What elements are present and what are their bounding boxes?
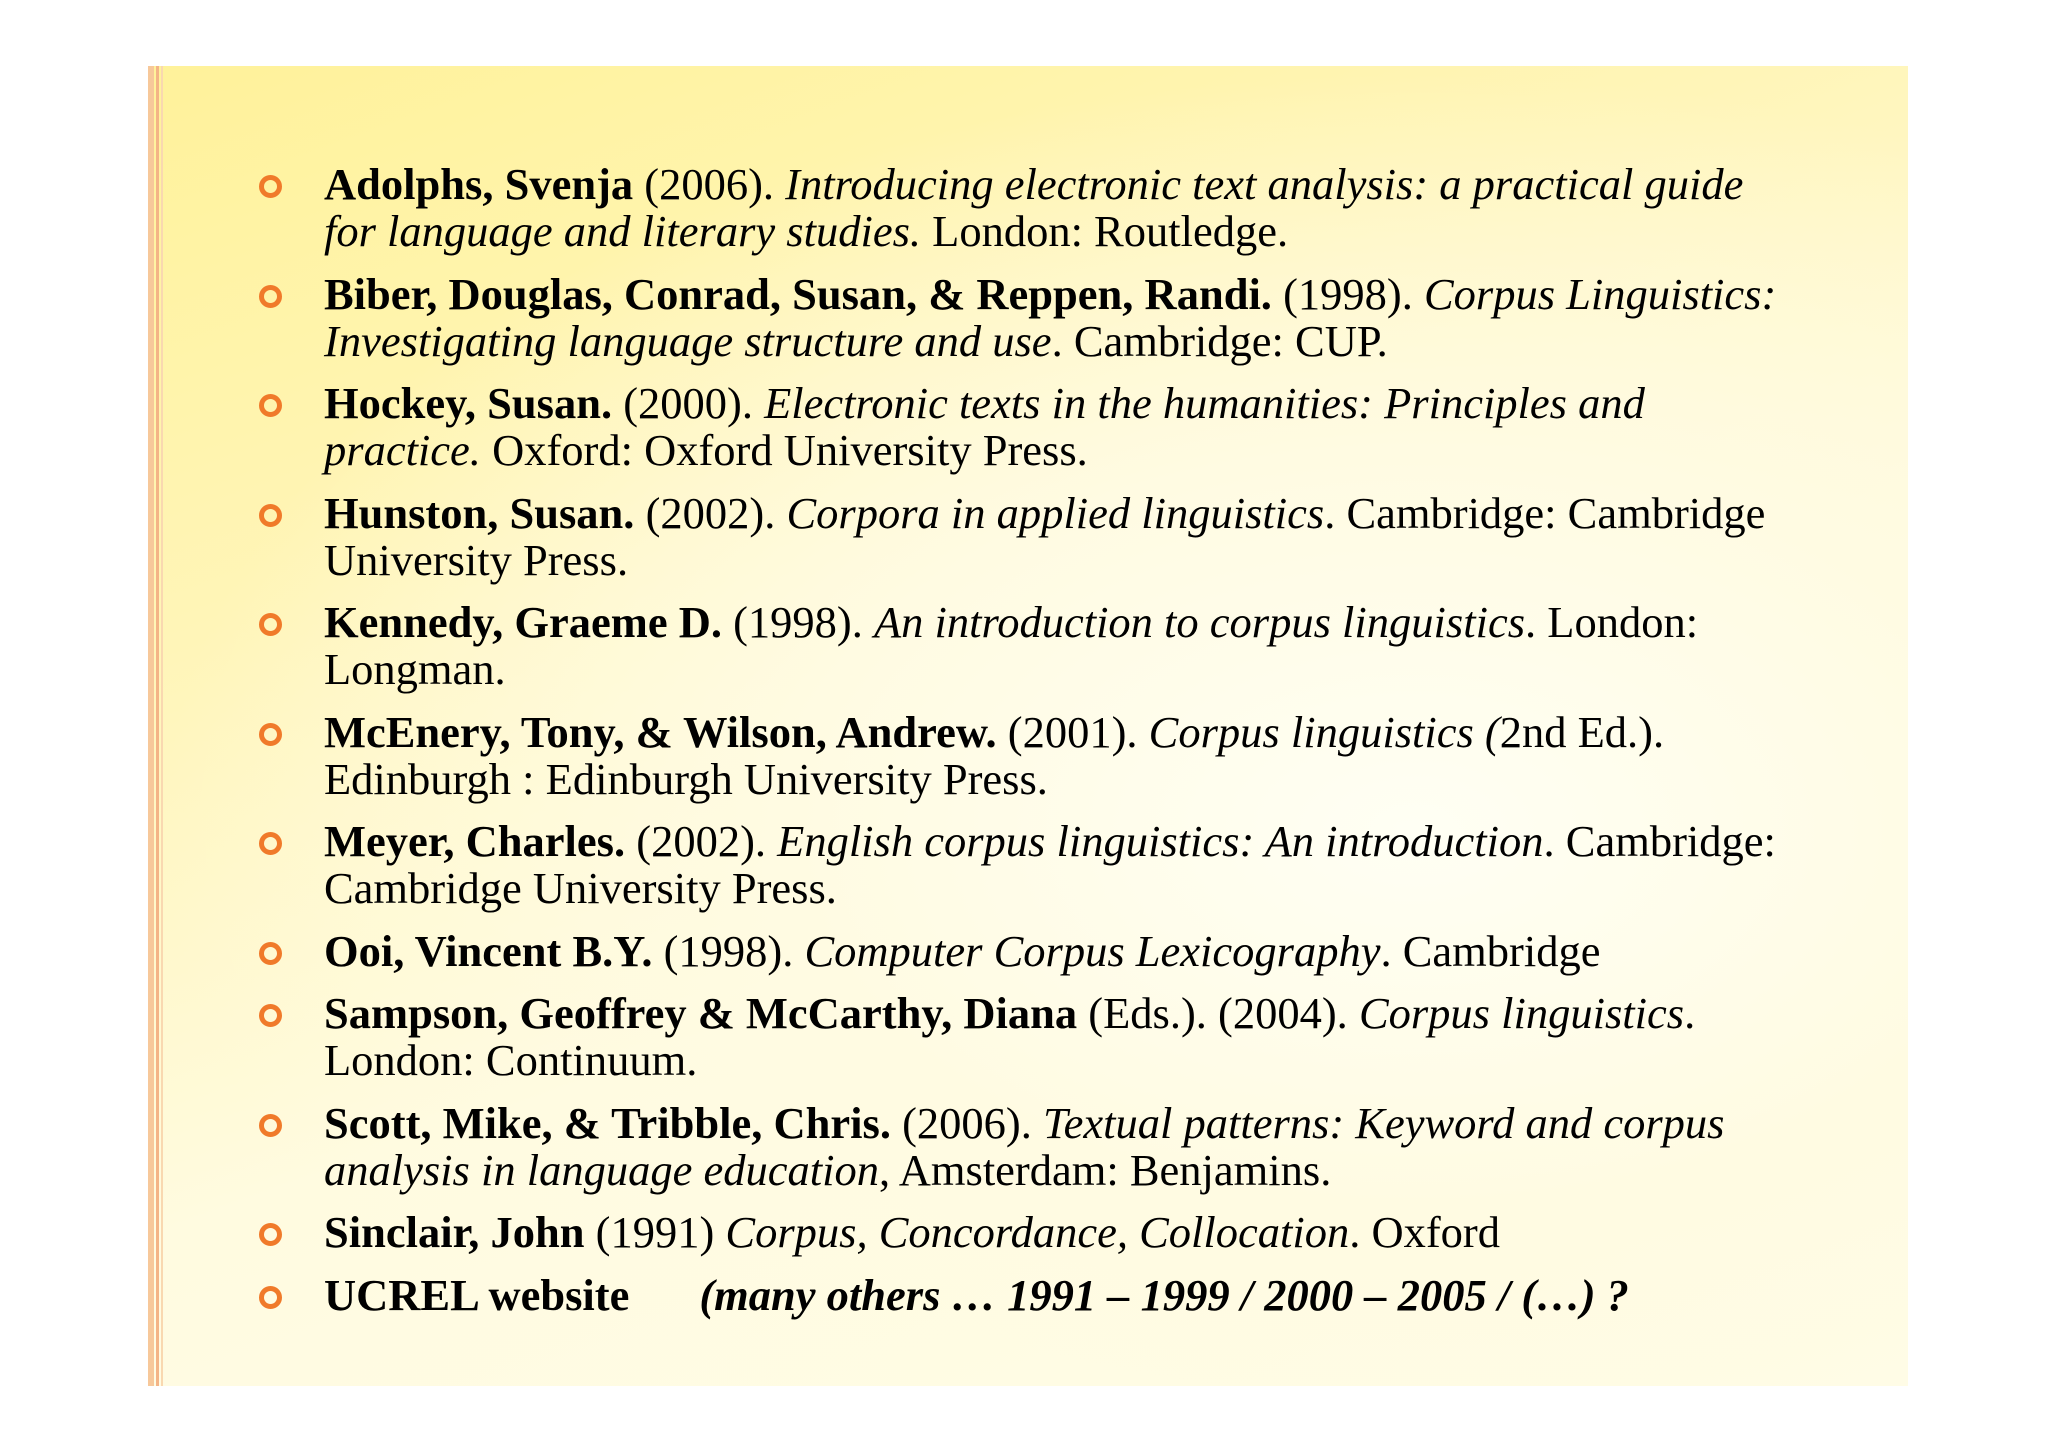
list-item xyxy=(148,1097,1908,1195)
reference-publisher: , Amsterdam: Benjamins. xyxy=(878,1144,1332,1195)
reference-year: (2002). xyxy=(625,816,778,866)
list-item xyxy=(148,925,1908,976)
bullet-icon xyxy=(259,1286,282,1309)
reference-author: Hockey, Susan. xyxy=(324,378,613,428)
bullet-icon xyxy=(259,1004,282,1027)
bullet-icon xyxy=(259,1223,282,1246)
reference-title: Corpus Linguistics: Investigating language structure and use xyxy=(324,268,1777,366)
reference-author: McEnery, Tony, & Wilson, Andrew. xyxy=(324,706,997,757)
reference-year: (Eds.). (2004). xyxy=(1077,988,1359,1038)
list-item xyxy=(148,1269,1908,1320)
bullet-icon xyxy=(259,285,282,308)
reference-title: Textual patterns: Keyword and corpus analysis in language education xyxy=(324,1097,1725,1195)
reference-author: Hunston, Susan. xyxy=(324,487,635,538)
reference-publisher: . Cambridge: CUP. xyxy=(1051,315,1388,366)
reference-title: Introducing electronic text analysis: a practical guide for language and literary studies. xyxy=(324,159,1744,256)
list-item xyxy=(148,161,1908,255)
bullet-icon xyxy=(259,394,282,417)
list-item xyxy=(148,380,1908,474)
reference-author: Scott, Mike, & Tribble, Chris. xyxy=(324,1097,891,1148)
reference-title: Corpus linguistics xyxy=(1358,988,1685,1038)
bullet-icon xyxy=(259,613,282,636)
reference-author: Meyer, Charles. xyxy=(324,816,626,866)
list-item xyxy=(148,268,1908,366)
reference-title: Corpus linguistics ( xyxy=(1148,706,1500,757)
reference-publisher: . Cambridge: Cambridge University Press. xyxy=(324,816,1776,913)
bullet-icon xyxy=(259,175,282,198)
reference-author: Sampson, Geoffrey & McCarthy, Diana xyxy=(324,988,1078,1038)
list-item xyxy=(148,1209,1908,1256)
bullet-icon xyxy=(259,504,282,527)
reference-publisher: . Oxford xyxy=(1349,1207,1500,1257)
reference-publisher: London: Routledge. xyxy=(921,206,1289,256)
reference-publisher: . Cambridge xyxy=(1380,925,1601,976)
reference-title: Computer Corpus Lexicography xyxy=(804,925,1381,976)
bullet-icon xyxy=(259,1114,282,1137)
reference-list xyxy=(148,161,1908,1334)
reference-publisher: . Cambridge: Cambridge University Press. xyxy=(324,487,1766,585)
reference-year: (2000). xyxy=(612,378,765,428)
list-item xyxy=(148,487,1908,585)
reference-author: Biber, Douglas, Conrad, Susan, & Reppen, Randi. xyxy=(324,268,1272,319)
reference-author: Sinclair, John xyxy=(324,1207,585,1257)
list-item xyxy=(148,818,1908,912)
reference-year: (2002). xyxy=(634,487,787,538)
reference-author: Kennedy, Graeme D. xyxy=(324,597,722,647)
reference-year: (1998). xyxy=(652,925,805,976)
reference-year: (2001). xyxy=(996,706,1149,757)
bullet-icon xyxy=(259,723,282,746)
ucrel-note: (many others … 1991 – 1999 / 2000 – 2005 / (…) ? xyxy=(699,1269,1629,1320)
reference-year: (2006). xyxy=(633,159,786,209)
reference-year: (1991) xyxy=(584,1207,726,1257)
reference-author: Adolphs, Svenja xyxy=(324,159,634,209)
reference-publisher: . London: Longman. xyxy=(324,597,1699,694)
reference-publisher: 2nd Ed.). Edinburgh : Edinburgh University Press. xyxy=(324,706,1665,804)
slide xyxy=(148,66,1908,1386)
reference-year: (1998). xyxy=(1271,268,1424,319)
reference-year: (1998). xyxy=(721,597,874,647)
reference-year: (2006). xyxy=(890,1097,1043,1148)
reference-title: An introduction to corpus linguistics xyxy=(874,597,1526,647)
reference-title: English corpus linguistics: An introduction xyxy=(777,816,1544,866)
list-item xyxy=(148,706,1908,804)
reference-title: Corpus, Concordance, Collocation xyxy=(725,1207,1350,1257)
reference-publisher: Oxford: Oxford University Press. xyxy=(480,425,1088,475)
reference-title: Electronic texts in the humanities: Principles and practice. xyxy=(324,378,1645,475)
ucrel-website: UCREL website xyxy=(324,1269,630,1320)
list-item xyxy=(148,599,1908,693)
bullet-icon xyxy=(259,942,282,965)
reference-author: Ooi, Vincent B.Y. xyxy=(324,925,653,976)
reference-publisher: . London: Continuum. xyxy=(324,988,1696,1085)
list-item xyxy=(148,990,1908,1084)
reference-title: Corpora in applied linguistics xyxy=(786,487,1325,538)
bullet-icon xyxy=(259,832,282,855)
